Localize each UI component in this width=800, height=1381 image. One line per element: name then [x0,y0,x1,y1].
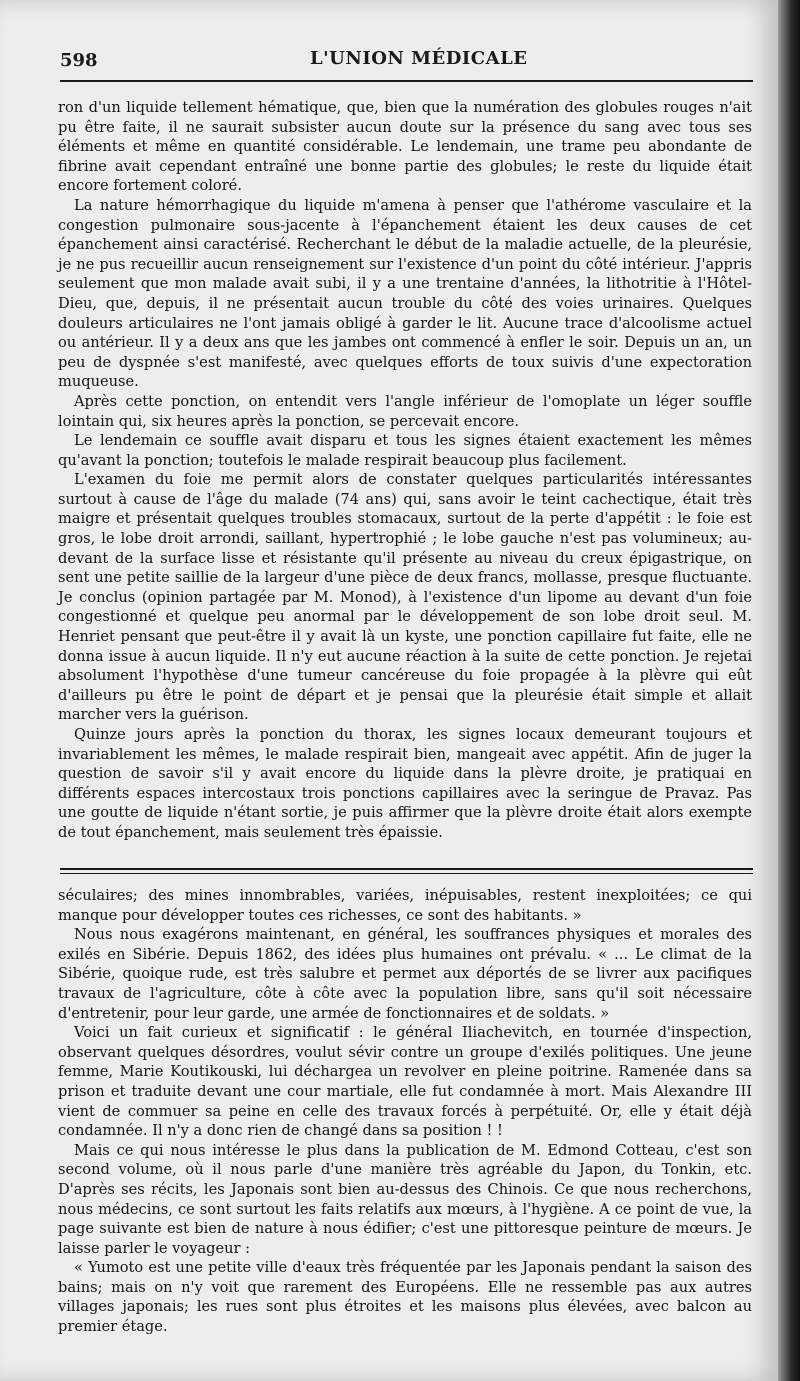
paragraph: ron d'un liquide tellement hématique, que, bien que la numération des globules rouges n'ait pu être faite, il ne saurait subsister aucun doute sur la présence du sang avec tous ses éléments et même en quantité considérable. Le lendemain, une trame peu abondante de fibrine avait cependant entraîné une bonne partie des globules; le reste du liquide était encore fortement coloré. [58,99,752,195]
paragraph: L'examen du foie me permit alors de constater quelques particularités intéressantes surtout à cause de l'âge du malade (74 ans) qui, sans avoir le teint cachectique, était très maigre et présentait quelques troubles stomacaux, surtout de la perte d'appétit : le foie est gros, le lobe droit arrondi, saillant, hypertrophié ; le lobe gauche n'est pas volumineux; au-devant de la surface lisse et résistante qu'il présente au niveau du creux épigastrique, on sent une petite saillie de la largeur d'une pièce de deux francs, mollasse, presque fluctuante. Je conclus (opinion partagée par M. Monod), à l'existence d'un lipome au devant d'un foie congestionné et quelque peu anormal par le développement de son lobe droit seul. M. Henriet pensant que peut-être il y avait là un kyste, une ponction capillaire fut faite, elle ne donna issue à aucun liquide. Il n'y eut aucune réaction à la suite de cette ponction. Je rejetai absolument l'hypothèse d'une tumeur cancéreuse du foie propagée à la plèvre qui eût d'ailleurs pu être le point de départ et je pensai que la pleurésie était simple et allait marcher vers la guérison. [58,471,752,724]
paragraph: Après cette ponction, on entendit vers l'angle inférieur de l'omoplate un léger souffle lointain qui, six heures après la ponction, se percevait encore. [58,392,752,430]
paragraph: La nature hémorrhagique du liquide m'amena à penser que l'athérome vasculaire et la congestion pulmonaire sous-jacente à l'épanchement étaient les deux causes de cet épanchement ainsi caractérisé. Recherchant le début de la maladie actuelle, de la pleurésie, je ne pus recueillir aucun renseignement sur l'existence d'un point du côté intérieur. J'appris seulement que mon malade avait subi, il y a une trentaine d'années, la lithotritie à l'Hôtel-Dieu, que, depuis, il ne présentait aucun trouble du côté des voies urinaires. Quelques douleurs articulaires ne l'ont jamais obligé à garder le lit. Aucune trace d'alcoolisme actuel ou antérieur. Il y a deux ans que les jambes ont commencé à enfler le soir. Depuis un an, un peu de dyspnée s'est manifesté, avec quelques efforts de toux suivis d'une expectoration muqueuse. [58,196,752,391]
page-number: 598 [60,50,98,71]
paragraph: « Yumoto est une petite ville d'eaux très fréquentée par les Japonais pendant la saison des bains; mais on n'y voit que rarement des Européens. Elle ne ressemble pas aux autres villages japonais; les rues sont plus étroites et les maisons plus élevées, avec balcon au premier étage. [58,1259,752,1336]
paragraph: Voici un fait curieux et significatif : le général Iliachevitch, en tournée d'inspection, observant quelques désordres, voulut sévir contre un groupe d'exilés politiques. Une jeune femme, Marie Koutikouski, lui déchargea un revolver en pleine poitrine. Ramenée dans sa prison et traduite devant une cour martiale, elle fut condamnée à mort. Mais Alexandre III vient de commuer sa peine en celle des travaux forcés à perpétuité. Or, elle y était déjà condamnée. Il n'y a donc rien de changé dans sa position ! ! [58,1024,752,1140]
paragraph: Mais ce qui nous intéresse le plus dans la publication de M. Edmond Cotteau, c'est son second volume, où il nous parle d'une manière très agréable du Japon, du Tonkin, etc. D'après ses récits, les Japonais sont bien au-dessus des Chinois. Ce que nous recherchons, nous médecins, ce sont surtout les faits relatifs aux mœurs, à l'hygiène. A ce point de vue, la page suivante est bien de nature à nous édifier; c'est une pittoresque peinture de mœurs. Je laisse parler le voyageur : [58,1141,752,1257]
feuilleton-section [58,886,752,1337]
section-divider [60,868,753,874]
page-edge-shadow [778,0,800,1381]
paragraph: séculaires; des mines innombrables, variées, inépuisables, restent inexploitées; ce qui manque pour développer toutes ces richesses, ce sont des habitants. » [58,887,752,924]
running-head [60,44,750,80]
paragraph: Le lendemain ce souffle avait disparu et tous les signes étaient exactement les mêmes qu'avant la ponction; toutefois le malade respirait beaucoup plus facilement. [58,432,752,469]
paragraph: Nous nous exagérons maintenant, en général, les souffrances physiques et morales des exilés en Sibérie. Depuis 1862, des idées plus humaines ont prévalu. « ... Le climat de la Sibérie, quoique rude, est très salubre et permet aux déportés de se livrer aux pacifiques travaux de l'agriculture, côte à côte avec la population libre, sans qu'il soit nécessaire d'entretenir, pour leur garde, une armée de fonctionnaires et de soldats. » [58,926,752,1022]
header-rule [60,80,753,82]
journal-title: L'UNION MÉDICALE [310,48,528,69]
article-continuation [58,98,752,843]
paragraph: Quinze jours après la ponction du thorax, les signes locaux demeurant toujours et invariablement les mêmes, le malade respirait bien, mangeait avec appétit. Afin de juger la question de savoir s'il y avait encore du liquide dans la plèvre droite, je pratiquai en différents espaces intercostaux trois ponctions capillaires avec la seringue de Pravaz. Pas une goutte de liquide n'étant sortie, je puis affirmer que la plèvre droite était alors exempte de tout épanchement, mais seulement très épaissie. [58,726,752,841]
